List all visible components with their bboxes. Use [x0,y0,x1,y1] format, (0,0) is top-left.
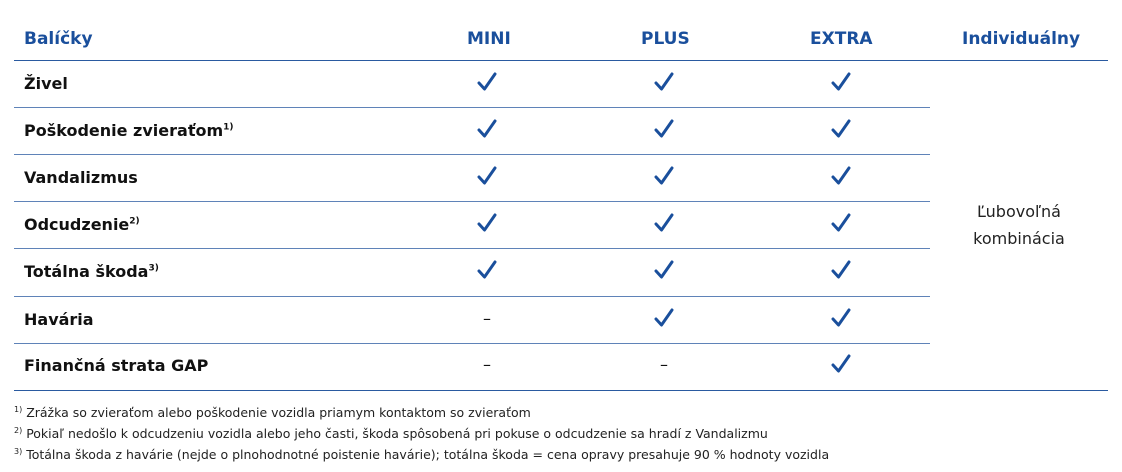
footnote-text: Pokiaľ nedošlo k odcudzeniu vozidla alebo jeho časti, škoda spôsobená pri pokuse o odcudzenie sa hradí z Vandalizmu [22,426,768,441]
row-label-text: Finančná strata GAP [24,356,209,375]
checkmark-icon [634,165,694,194]
row-label [24,166,138,190]
dash-icon [457,307,517,331]
header-plus: PLUS [641,29,690,49]
dash-icon [634,353,694,377]
checkmark-icon [457,165,517,194]
row-divider [14,248,930,249]
checkmark-icon [457,259,517,288]
dash-text: – [483,309,491,328]
row-label [24,354,208,378]
footnote-line [14,444,829,465]
row-label-text: Totálna škoda [24,262,149,281]
checkmark-icon [634,212,694,241]
footnote-mark: 1) [14,404,23,414]
checkmark-icon [811,118,871,147]
individual-text-line2: kombinácia [973,229,1065,248]
footnote-line [14,423,829,444]
row-divider [14,154,930,155]
row-divider [14,296,930,297]
dash-icon [457,353,517,377]
checkmark-icon [811,307,871,336]
bottom-rule [14,390,1108,391]
row-label [24,213,140,237]
header-extra: EXTRA [810,29,873,49]
checkmark-icon [634,118,694,147]
footnote-ref: 1) [223,122,234,133]
row-divider [14,201,930,202]
row-divider [14,107,930,108]
checkmark-icon [634,71,694,100]
row-label [24,72,68,96]
footnote-line [14,402,829,423]
checkmark-icon [811,259,871,288]
checkmark-icon [811,212,871,241]
row-label-text: Odcudzenie [24,215,130,234]
checkmark-icon [457,118,517,147]
footnote-mark: 2) [14,425,23,435]
footnotes [14,402,829,465]
checkmark-icon [457,71,517,100]
row-label-text: Poškodenie zvieraťom [24,121,224,140]
footnote-ref: 3) [148,263,159,274]
row-label [24,119,234,143]
row-label-text: Živel [24,74,68,93]
checkmark-icon [811,353,871,382]
dash-text: – [660,355,668,374]
footnote-ref: 2) [129,216,140,227]
header-packages: Balíčky [24,29,93,49]
row-label-text: Havária [24,310,94,329]
individual-text-line1: Ľubovoľná [977,202,1061,221]
row-label [24,260,159,284]
footnote-mark: 3) [14,446,23,456]
dash-text: – [483,355,491,374]
checkmark-icon [457,212,517,241]
checkmark-icon [634,259,694,288]
footnote-text: Zrážka so zvieraťom alebo poškodenie vozidla priamym kontaktom so zvieraťom [22,405,531,420]
row-label [24,308,94,332]
header-individual: Individuálny [962,29,1081,49]
checkmark-icon [634,307,694,336]
checkmark-icon [811,71,871,100]
header-mini: MINI [467,29,511,49]
footnote-text: Totálna škoda z havárie (nejde o plnohodnotné poistenie havárie); totálna škoda = cena opravy presahuje 90 % hodnoty vozidla [22,447,830,462]
checkmark-icon [811,165,871,194]
row-divider [14,343,930,344]
individual-combination [930,60,1108,390]
row-label-text: Vandalizmus [24,168,138,187]
